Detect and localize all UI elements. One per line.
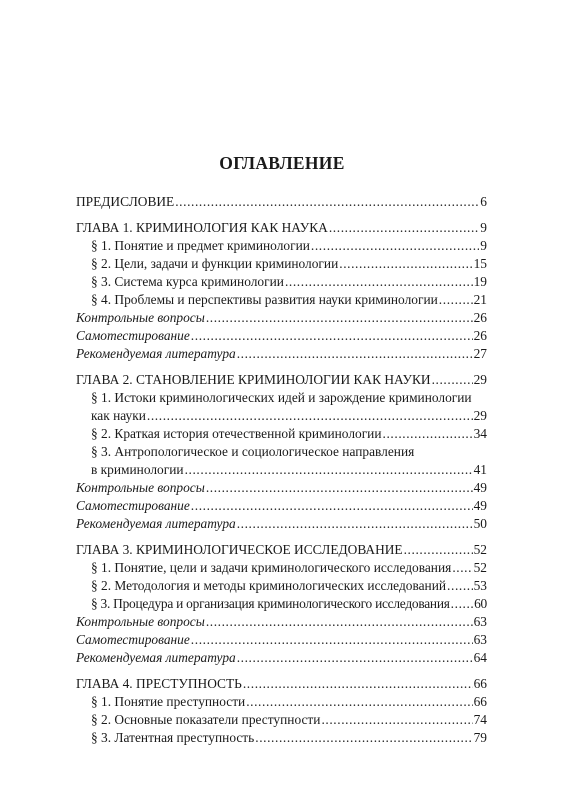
toc-entry-text: в криминологии [91,462,184,477]
toc-page-number: 49 [473,498,487,513]
toc-entry-text: § 3. Антропологическое и социологическое направления [91,444,415,459]
toc-entry-chapter-3[interactable] [76,541,487,559]
toc-dot-leader [285,273,473,291]
toc-entry-text: Контрольные вопросы [76,480,205,495]
toc-entry-text: ГЛАВА 3. КРИМИНОЛОГИЧЕСКОЕ ИССЛЕДОВАНИЕ [76,542,403,557]
toc-dot-leader [243,675,473,693]
toc-page-number: 34 [473,426,487,441]
toc-dot-leader [439,291,473,309]
toc-entry-review-questions[interactable] [76,613,487,631]
toc-entry-chapter-1[interactable] [76,219,487,237]
toc-page-number: 9 [480,238,487,253]
toc-entry-reading-list[interactable] [76,649,487,667]
toc-dot-leader [329,219,479,237]
toc-dot-leader [452,559,472,577]
toc-entry-section[interactable] [91,255,487,273]
toc-entry-review-questions[interactable] [76,479,487,497]
toc-entry-text: Контрольные вопросы [76,614,205,629]
toc-page-number: 26 [473,310,487,325]
toc-entry-chapter-2[interactable] [76,371,487,389]
toc-entry-text: § 1. Понятие, цели и задачи криминологического исследования [91,560,452,575]
toc-entry-section[interactable] [91,729,487,747]
toc-page-number: 52 [473,542,487,557]
toc-dot-leader [447,577,473,595]
toc-dot-leader [255,729,472,747]
toc-dot-leader [206,613,473,631]
toc-entry-text: Самотестирование [76,498,190,513]
toc-entry-text: § 3. Латентная преступность [91,730,255,745]
toc-page-number: 60 [474,596,487,611]
toc-dot-leader [175,193,479,211]
toc-page-number: 26 [473,328,487,343]
toc-entry-self-test[interactable] [76,631,487,649]
toc-dot-leader [191,327,473,345]
toc-entry-text: Рекомендуемая литература [76,516,236,531]
toc-entry-text: Рекомендуемая литература [76,650,236,665]
toc-page-number: 66 [473,676,487,691]
toc-entry-section[interactable] [91,273,487,291]
toc-entry-section[interactable] [91,711,487,729]
toc-dot-leader [191,497,473,515]
toc-page-number: 64 [473,650,487,665]
toc-entry-section[interactable] [91,559,487,577]
toc-entry-section[interactable] [91,443,487,461]
toc-page-number: 74 [473,712,487,727]
toc-entry-text: § 1. Понятие и предмет криминологии [91,238,310,253]
toc-dot-leader [246,693,472,711]
toc-entry-text: § 3. Система курса криминологии [91,274,284,289]
toc-dot-leader [185,461,473,479]
toc-entry-text: Контрольные вопросы [76,310,205,325]
toc-dot-leader [383,425,473,443]
toc-entry-section[interactable] [91,291,487,309]
toc-entry-self-test[interactable] [76,327,487,345]
toc-entry-section[interactable] [91,693,487,711]
toc-page-number: 15 [473,256,487,271]
toc-dot-leader [237,515,473,533]
toc-page-number: 29 [473,372,487,387]
toc-page-number: 53 [473,578,487,593]
toc-entry-text: § 2. Основные показатели преступности [91,712,321,727]
toc-entry-text: ГЛАВА 2. СТАНОВЛЕНИЕ КРИМИНОЛОГИИ КАК НАУКИ [76,372,431,387]
toc-entry-text: ПРЕДИСЛОВИЕ [76,194,175,209]
toc-entry-text: § 2. Краткая история отечественной криминологии [91,426,382,441]
toc-entry-text: § 2. Цели, задачи и функции криминологии [91,256,339,271]
toc-entry-text: Рекомендуемая литература [76,346,236,361]
toc-dot-leader [206,479,473,497]
toc-page-number: 6 [480,194,487,209]
toc-entry-text: Самотестирование [76,328,190,343]
toc-entry-reading-list[interactable] [76,345,487,363]
toc-page-number: 63 [473,632,487,647]
toc-entry-section[interactable] [91,425,487,443]
toc-page-number: 66 [473,694,487,709]
toc-dot-leader [237,649,473,667]
toc-entry-text: § 3. Процедура и организация криминологического исследования [91,596,450,611]
toc-dot-leader [404,541,473,559]
toc-entry-text: Самотестирование [76,632,190,647]
toc-dot-leader [451,595,473,613]
toc-entry-section[interactable] [91,389,487,407]
toc-dot-leader [237,345,473,363]
toc-dot-leader [206,309,473,327]
toc-page-number: 29 [473,408,487,423]
toc-dot-leader [432,371,473,389]
toc-entry-self-test[interactable] [76,497,487,515]
toc-entry-review-questions[interactable] [76,309,487,327]
toc-entry-section-continued[interactable] [91,461,487,479]
toc-entry-section[interactable] [91,595,487,613]
toc-page-number: 27 [473,346,487,361]
toc-page-number: 63 [473,614,487,629]
toc-dot-leader [321,711,472,729]
toc-page-number: 21 [473,292,487,307]
toc-entry-text: как науки [91,408,146,423]
toc-entry-text: ГЛАВА 1. КРИМИНОЛОГИЯ КАК НАУКА [76,220,328,235]
toc-title: ОГЛАВЛЕНИЕ [219,153,345,173]
toc-dot-leader [311,237,479,255]
toc-page-number: 9 [480,220,487,235]
toc-entry-reading-list[interactable] [76,515,487,533]
toc-page-number: 52 [473,560,487,575]
toc-entry-section[interactable] [91,577,487,595]
toc-entry-preface[interactable] [76,193,487,211]
toc-page-number: 49 [473,480,487,495]
toc-page-number: 41 [473,462,487,477]
toc-dot-leader [191,631,473,649]
toc-entry-text: ГЛАВА 4. ПРЕСТУПНОСТЬ [76,676,242,691]
toc-dot-leader [147,407,473,425]
toc-entry-text: § 4. Проблемы и перспективы развития науки криминологии [91,292,438,307]
toc-page-number: 19 [473,274,487,289]
toc-dot-leader [339,255,472,273]
toc-entry-text: § 2. Методология и методы криминологических исследований [91,578,447,593]
toc-entry-section[interactable] [91,237,487,255]
toc-page-number: 50 [473,516,487,531]
toc-page-number: 79 [473,730,487,745]
toc-entry-section-continued[interactable] [91,407,487,425]
toc-entry-chapter-4[interactable] [76,675,487,693]
toc-entry-text: § 1. Понятие преступности [91,694,246,709]
toc-entry-text: § 1. Истоки криминологических идей и зарождение криминологии [91,390,472,405]
